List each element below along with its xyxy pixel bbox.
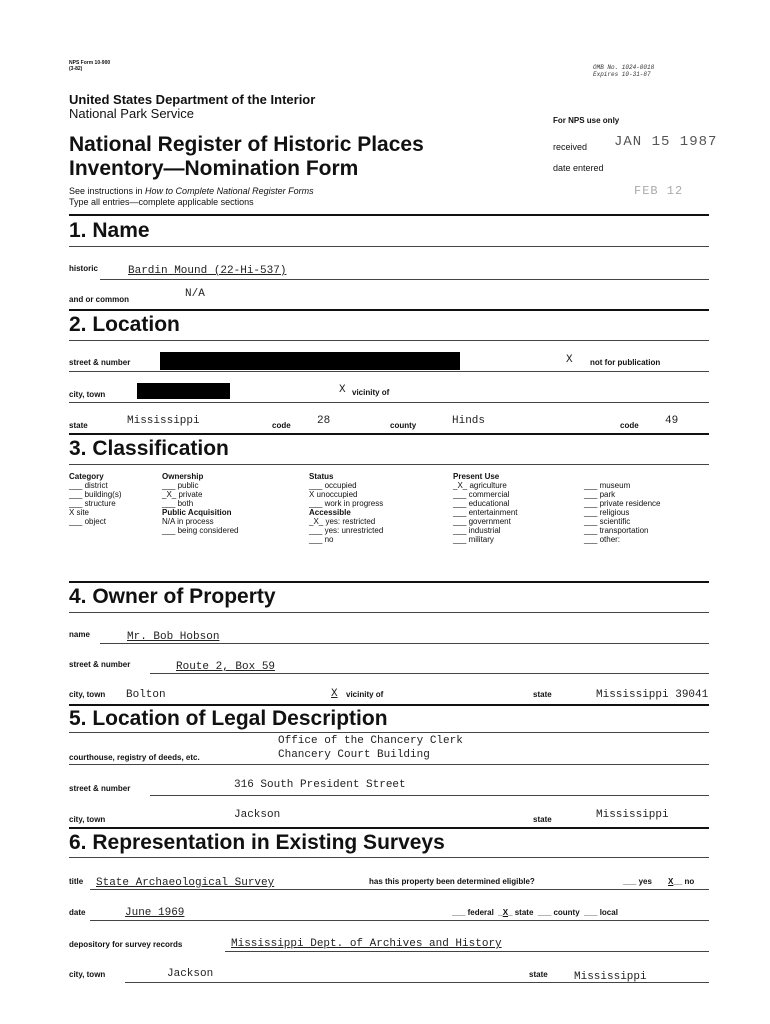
legal-state-label: state — [533, 815, 552, 824]
courthouse-line-1: Office of the Chancery Clerk — [278, 735, 463, 747]
survey-title: State Archaeological Survey — [96, 877, 275, 889]
fill-line — [225, 951, 709, 952]
present-use-column-2: ___ museum ___ park ___ private residence ___ religious ___ scientific ___ transportation ___ other: — [584, 481, 661, 544]
section-3-heading: 3. Classification — [69, 437, 229, 460]
legal-city: Jackson — [234, 809, 281, 821]
section-2-heading: 2. Location — [69, 313, 180, 336]
fill-line — [90, 889, 709, 890]
section-5-heading: 5. Location of Legal Description — [69, 707, 388, 730]
survey-state-label: state — [529, 970, 548, 979]
status-column: Status ___ occupied X unoccupied ___ work in progress Accessible _X_ yes: restricted ___ yes: unrestricted ___ no — [309, 472, 384, 544]
redaction-bar — [137, 383, 230, 399]
depository-label: depository for survey records — [69, 940, 183, 949]
divider — [69, 309, 709, 311]
owner-city-label: city, town — [69, 690, 106, 699]
county-label: county — [390, 421, 417, 430]
divider — [69, 214, 709, 216]
divider — [69, 612, 709, 613]
category-column: Category ___ district ___ building(s) ___ structure X site ___ object — [69, 472, 122, 526]
owner-street: Route 2, Box 59 — [176, 661, 276, 673]
owner-state: Mississippi 39041 — [596, 689, 709, 701]
eligible-label: has this property been determined eligible? — [369, 877, 535, 886]
received-stamp: JAN 15 1987 — [614, 134, 718, 150]
instructions: See instructions in How to Complete National Register Forms Type all entries—complete applicable sections — [69, 186, 314, 207]
state-label: state — [69, 421, 88, 430]
legal-street: 316 South President Street — [234, 779, 406, 791]
nps-use-heading: For NPS use only — [553, 116, 620, 125]
divider — [69, 704, 709, 706]
section-6-heading: 6. Representation in Existing Surveys — [69, 831, 445, 854]
survey-title-label: title — [69, 877, 84, 886]
section-4-heading: 4. Owner of Property — [69, 585, 276, 608]
divider — [69, 246, 709, 247]
historic-name: Bardin Mound (22-Hi-537) — [128, 265, 287, 277]
survey-city-label: city, town — [69, 970, 106, 979]
courthouse-label: courthouse, registry of deeds, etc. — [69, 753, 200, 762]
owner-name: Mr. Bob Hobson — [127, 631, 220, 643]
owner-vicinity-label: vicinity of — [346, 690, 384, 699]
fill-line — [100, 279, 709, 280]
survey-date-label: date — [69, 908, 86, 917]
omb-number: OMB No. 1024-0018 Expires 10-31-87 — [593, 64, 655, 78]
legal-state: Mississippi — [596, 809, 669, 821]
code-label: code — [272, 421, 291, 430]
divider — [69, 340, 709, 341]
nfp-label: not for publication — [590, 358, 661, 367]
code2-value: 49 — [665, 415, 679, 427]
survey-city: Jackson — [167, 968, 214, 980]
fill-line — [69, 371, 709, 372]
survey-level: ___ federal _X_ state ___ county ___ local — [452, 908, 618, 917]
fill-line — [69, 764, 709, 765]
form-title: National Register of Historic Places Inventory—Nomination Form — [69, 133, 424, 180]
city-label: city, town — [69, 390, 106, 399]
fill-line — [125, 982, 709, 983]
fill-line — [90, 920, 709, 921]
street-label: street & number — [69, 358, 131, 367]
owner-street-label: street & number — [69, 660, 131, 669]
eligible-yes: ___ yes — [623, 877, 652, 886]
legal-city-label: city, town — [69, 815, 106, 824]
section-1-heading: 1. Name — [69, 219, 150, 242]
date-entered-label: date entered — [553, 163, 604, 173]
department: United States Department of the Interior National Park Service — [69, 92, 316, 121]
legal-street-label: street & number — [69, 784, 131, 793]
common-name: N/A — [185, 288, 205, 300]
survey-date: June 1969 — [125, 907, 185, 919]
courthouse-line-2: Chancery Court Building — [278, 749, 430, 761]
fill-line — [69, 402, 709, 403]
vicinity-mark: X — [339, 384, 346, 396]
county-value: Hinds — [452, 415, 486, 427]
divider — [69, 827, 709, 829]
depository: Mississippi Dept. of Archives and History — [231, 938, 502, 950]
divider — [69, 433, 709, 435]
divider — [69, 581, 709, 583]
redaction-bar — [160, 352, 460, 370]
form-id: NPS Form 10-900 (3-82) — [69, 60, 111, 72]
divider — [69, 732, 709, 733]
owner-vicinity-mark: X — [331, 688, 338, 700]
fill-line — [150, 795, 709, 796]
code-value: 28 — [317, 415, 331, 427]
state-value: Mississippi — [127, 415, 200, 427]
fill-line — [150, 673, 709, 674]
present-use-column: Present Use _X_ agriculture ___ commercial ___ educational ___ entertainment ___ government ___ industrial ___ military — [453, 472, 518, 544]
vicinity-label: vicinity of — [352, 388, 390, 397]
received-label: received — [553, 142, 588, 152]
owner-state-label: state — [533, 690, 552, 699]
owner-city: Bolton — [126, 689, 166, 701]
eligible-no: X__ no — [668, 877, 695, 886]
divider — [69, 857, 709, 858]
survey-state: Mississippi — [574, 971, 647, 983]
date-entered-stamp: FEB 12 — [634, 184, 684, 198]
common-label: and or common — [69, 295, 130, 304]
fill-line — [100, 643, 709, 644]
divider — [69, 464, 709, 465]
historic-label: historic — [69, 264, 98, 273]
owner-name-label: name — [69, 630, 90, 639]
ownership-column: Ownership ___ public _X_ private ___ both Public Acquisition N/A in process ___ being considered — [162, 472, 239, 535]
code2-label: code — [620, 421, 639, 430]
nfp-mark: X — [566, 354, 573, 366]
